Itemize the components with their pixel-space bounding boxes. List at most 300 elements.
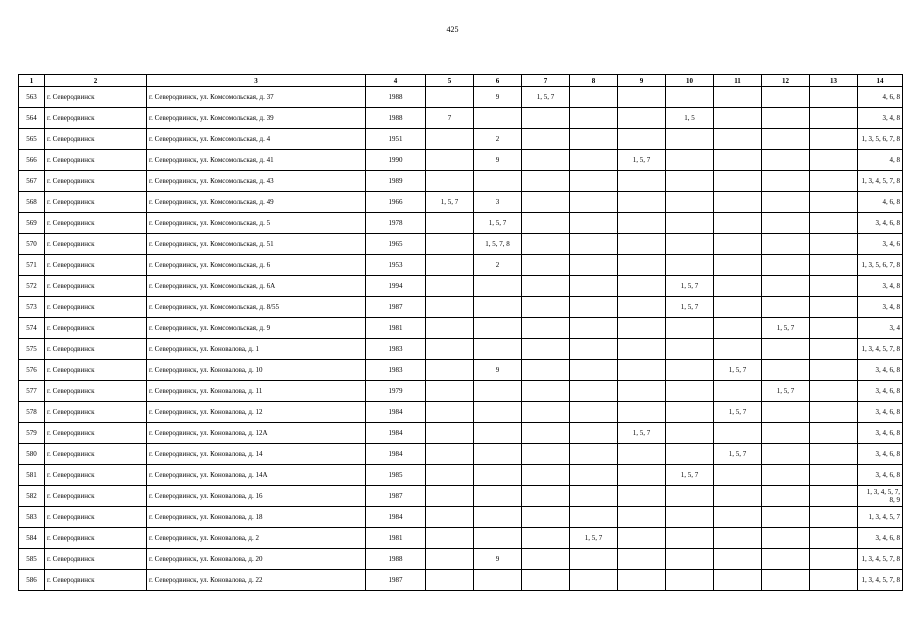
cell-col-8 [570, 339, 618, 360]
cell-address: г. Северодвинск, ул. Комсомольская, д. 37 [147, 87, 366, 108]
cell-col-9 [618, 255, 666, 276]
cell-year: 1994 [366, 276, 426, 297]
cell-col-7 [522, 570, 570, 591]
cell-locality: г. Северодвинск [45, 87, 147, 108]
cell-col-13 [810, 507, 858, 528]
cell-address: г. Северодвинск, ул. Комсомольская, д. 51 [147, 234, 366, 255]
cell-col-11: 1, 5, 7 [714, 444, 762, 465]
cell-col-12 [762, 150, 810, 171]
table-row [19, 213, 903, 234]
cell-col-10: 1, 5, 7 [666, 276, 714, 297]
cell-col-11 [714, 108, 762, 129]
cell-col-14: 3, 4, 8 [858, 297, 903, 318]
cell-row-number: 581 [19, 465, 45, 486]
cell-row-number: 583 [19, 507, 45, 528]
table-row [19, 528, 903, 549]
cell-col-5 [426, 339, 474, 360]
cell-col-9 [618, 318, 666, 339]
cell-col-11 [714, 465, 762, 486]
column-header-4: 4 [366, 75, 426, 87]
cell-col-5 [426, 318, 474, 339]
cell-row-number: 573 [19, 297, 45, 318]
table-row [19, 297, 903, 318]
table-row [19, 108, 903, 129]
cell-year: 1988 [366, 549, 426, 570]
cell-col-14: 1, 3, 5, 6, 7, 8 [858, 255, 903, 276]
cell-year: 1951 [366, 129, 426, 150]
cell-col-14: 3, 4, 6, 8 [858, 381, 903, 402]
cell-col-8 [570, 87, 618, 108]
cell-col-13 [810, 318, 858, 339]
cell-address: г. Северодвинск, ул. Комсомольская, д. 49 [147, 192, 366, 213]
cell-col-13 [810, 360, 858, 381]
cell-col-7 [522, 276, 570, 297]
cell-col-8 [570, 486, 618, 507]
cell-col-5 [426, 360, 474, 381]
cell-col-13 [810, 402, 858, 423]
cell-col-6 [474, 570, 522, 591]
cell-locality: г. Северодвинск [45, 528, 147, 549]
cell-locality: г. Северодвинск [45, 465, 147, 486]
cell-col-6: 2 [474, 129, 522, 150]
cell-col-13 [810, 528, 858, 549]
cell-locality: г. Северодвинск [45, 234, 147, 255]
cell-row-number: 564 [19, 108, 45, 129]
cell-col-6 [474, 465, 522, 486]
cell-col-5 [426, 570, 474, 591]
table-row [19, 276, 903, 297]
cell-col-6: 1, 5, 7 [474, 213, 522, 234]
cell-row-number: 578 [19, 402, 45, 423]
cell-col-13 [810, 549, 858, 570]
cell-col-8 [570, 255, 618, 276]
cell-col-11 [714, 339, 762, 360]
cell-locality: г. Северодвинск [45, 276, 147, 297]
column-header-2: 2 [45, 75, 147, 87]
data-table [18, 74, 903, 591]
cell-col-12 [762, 465, 810, 486]
cell-col-11 [714, 150, 762, 171]
cell-col-7 [522, 402, 570, 423]
cell-col-9 [618, 234, 666, 255]
cell-col-13 [810, 213, 858, 234]
cell-col-9 [618, 444, 666, 465]
cell-col-7 [522, 444, 570, 465]
cell-address: г. Северодвинск, ул. Комсомольская, д. 8/55 [147, 297, 366, 318]
column-header-10: 10 [666, 75, 714, 87]
cell-col-8 [570, 192, 618, 213]
cell-col-10: 1, 5 [666, 108, 714, 129]
cell-col-10 [666, 402, 714, 423]
cell-col-11: 1, 5, 7 [714, 360, 762, 381]
cell-col-10 [666, 87, 714, 108]
cell-row-number: 566 [19, 150, 45, 171]
table-row [19, 129, 903, 150]
cell-col-14: 3, 4, 6, 8 [858, 360, 903, 381]
cell-col-12 [762, 444, 810, 465]
cell-col-11 [714, 381, 762, 402]
cell-locality: г. Северодвинск [45, 423, 147, 444]
cell-year: 1978 [366, 213, 426, 234]
table-row [19, 192, 903, 213]
cell-col-9 [618, 507, 666, 528]
cell-col-9 [618, 192, 666, 213]
cell-col-7 [522, 486, 570, 507]
cell-col-13 [810, 339, 858, 360]
cell-col-11 [714, 486, 762, 507]
cell-col-13 [810, 423, 858, 444]
cell-year: 1987 [366, 486, 426, 507]
cell-col-7 [522, 234, 570, 255]
cell-row-number: 584 [19, 528, 45, 549]
cell-col-8 [570, 318, 618, 339]
cell-col-5 [426, 465, 474, 486]
cell-col-10 [666, 234, 714, 255]
cell-col-8 [570, 108, 618, 129]
cell-locality: г. Северодвинск [45, 570, 147, 591]
cell-col-10 [666, 150, 714, 171]
cell-year: 1984 [366, 444, 426, 465]
cell-year: 1988 [366, 87, 426, 108]
cell-col-13 [810, 129, 858, 150]
cell-col-10: 1, 5, 7 [666, 297, 714, 318]
cell-col-11 [714, 171, 762, 192]
cell-col-6 [474, 402, 522, 423]
cell-col-12 [762, 360, 810, 381]
header-row [19, 75, 903, 87]
cell-col-7 [522, 423, 570, 444]
cell-row-number: 582 [19, 486, 45, 507]
cell-locality: г. Северодвинск [45, 402, 147, 423]
cell-col-7 [522, 318, 570, 339]
cell-col-14: 4, 6, 8 [858, 87, 903, 108]
cell-col-14: 3, 4, 6, 8 [858, 444, 903, 465]
cell-col-5 [426, 444, 474, 465]
cell-year: 1987 [366, 297, 426, 318]
cell-year: 1985 [366, 465, 426, 486]
cell-col-11 [714, 423, 762, 444]
cell-address: г. Северодвинск, ул. Коновалова, д. 2 [147, 528, 366, 549]
cell-col-11 [714, 528, 762, 549]
table-row [19, 570, 903, 591]
table-row [19, 339, 903, 360]
cell-col-6 [474, 318, 522, 339]
column-header-6: 6 [474, 75, 522, 87]
cell-row-number: 585 [19, 549, 45, 570]
cell-locality: г. Северодвинск [45, 129, 147, 150]
cell-col-8 [570, 423, 618, 444]
table-row [19, 444, 903, 465]
cell-row-number: 572 [19, 276, 45, 297]
cell-col-9 [618, 465, 666, 486]
cell-col-14: 3, 4 [858, 318, 903, 339]
cell-col-7 [522, 213, 570, 234]
cell-col-8 [570, 150, 618, 171]
cell-col-11 [714, 297, 762, 318]
cell-col-8 [570, 360, 618, 381]
cell-col-11 [714, 255, 762, 276]
cell-col-10 [666, 507, 714, 528]
cell-col-7 [522, 381, 570, 402]
cell-col-6 [474, 171, 522, 192]
cell-row-number: 563 [19, 87, 45, 108]
cell-col-9 [618, 297, 666, 318]
cell-year: 1990 [366, 150, 426, 171]
cell-address: г. Северодвинск, ул. Комсомольская, д. 5 [147, 213, 366, 234]
cell-col-10 [666, 423, 714, 444]
cell-col-7 [522, 507, 570, 528]
cell-address: г. Северодвинск, ул. Комсомольская, д. 9 [147, 318, 366, 339]
column-header-1: 1 [19, 75, 45, 87]
cell-year: 1984 [366, 507, 426, 528]
cell-address: г. Северодвинск, ул. Коновалова, д. 18 [147, 507, 366, 528]
cell-col-6 [474, 486, 522, 507]
cell-col-12 [762, 255, 810, 276]
cell-col-5 [426, 129, 474, 150]
cell-year: 1981 [366, 318, 426, 339]
table-row [19, 318, 903, 339]
cell-col-5 [426, 549, 474, 570]
cell-col-14: 1, 3, 5, 6, 7, 8 [858, 129, 903, 150]
cell-col-11 [714, 129, 762, 150]
cell-col-8 [570, 213, 618, 234]
cell-col-6: 3 [474, 192, 522, 213]
cell-col-6 [474, 381, 522, 402]
cell-col-5 [426, 87, 474, 108]
column-header-8: 8 [570, 75, 618, 87]
cell-col-9 [618, 570, 666, 591]
cell-address: г. Северодвинск, ул. Коновалова, д. 14А [147, 465, 366, 486]
table-row [19, 360, 903, 381]
cell-locality: г. Северодвинск [45, 339, 147, 360]
cell-year: 1987 [366, 570, 426, 591]
cell-locality: г. Северодвинск [45, 549, 147, 570]
cell-col-7 [522, 192, 570, 213]
cell-col-10 [666, 255, 714, 276]
column-header-13: 13 [810, 75, 858, 87]
cell-row-number: 580 [19, 444, 45, 465]
cell-col-13 [810, 444, 858, 465]
table-row [19, 423, 903, 444]
cell-col-9 [618, 108, 666, 129]
cell-col-11 [714, 570, 762, 591]
cell-col-12 [762, 171, 810, 192]
cell-row-number: 574 [19, 318, 45, 339]
cell-col-14: 3, 4, 6, 8 [858, 465, 903, 486]
cell-col-12 [762, 486, 810, 507]
cell-col-14: 3, 4, 6, 8 [858, 213, 903, 234]
cell-address: г. Северодвинск, ул. Коновалова, д. 14 [147, 444, 366, 465]
cell-row-number: 571 [19, 255, 45, 276]
cell-locality: г. Северодвинск [45, 381, 147, 402]
cell-col-9 [618, 381, 666, 402]
cell-col-7 [522, 129, 570, 150]
cell-address: г. Северодвинск, ул. Коновалова, д. 12А [147, 423, 366, 444]
cell-col-9 [618, 129, 666, 150]
cell-col-12 [762, 276, 810, 297]
cell-col-5 [426, 276, 474, 297]
cell-col-13 [810, 234, 858, 255]
cell-col-7 [522, 297, 570, 318]
cell-col-9 [618, 486, 666, 507]
cell-col-7 [522, 528, 570, 549]
cell-year: 1953 [366, 255, 426, 276]
cell-year: 1989 [366, 171, 426, 192]
cell-col-11 [714, 549, 762, 570]
cell-row-number: 565 [19, 129, 45, 150]
cell-col-10 [666, 339, 714, 360]
cell-col-13 [810, 150, 858, 171]
cell-address: г. Северодвинск, ул. Коновалова, д. 11 [147, 381, 366, 402]
cell-col-11 [714, 213, 762, 234]
cell-year: 1983 [366, 360, 426, 381]
cell-year: 1966 [366, 192, 426, 213]
cell-col-11 [714, 234, 762, 255]
cell-col-13 [810, 570, 858, 591]
cell-col-5: 1, 5, 7 [426, 192, 474, 213]
cell-col-11 [714, 507, 762, 528]
cell-col-11: 1, 5, 7 [714, 402, 762, 423]
cell-col-14: 3, 4, 6, 8 [858, 402, 903, 423]
cell-row-number: 575 [19, 339, 45, 360]
cell-col-12 [762, 402, 810, 423]
cell-col-8 [570, 276, 618, 297]
cell-col-11 [714, 87, 762, 108]
cell-address: г. Северодвинск, ул. Коновалова, д. 20 [147, 549, 366, 570]
cell-col-5 [426, 528, 474, 549]
cell-col-7 [522, 150, 570, 171]
cell-col-10 [666, 171, 714, 192]
cell-col-9 [618, 549, 666, 570]
cell-address: г. Северодвинск, ул. Коновалова, д. 10 [147, 360, 366, 381]
cell-address: г. Северодвинск, ул. Коновалова, д. 12 [147, 402, 366, 423]
cell-col-7 [522, 465, 570, 486]
cell-col-9 [618, 87, 666, 108]
cell-address: г. Северодвинск, ул. Коновалова, д. 22 [147, 570, 366, 591]
cell-row-number: 569 [19, 213, 45, 234]
table-row [19, 465, 903, 486]
cell-col-12 [762, 507, 810, 528]
cell-col-5 [426, 255, 474, 276]
table-row [19, 150, 903, 171]
cell-col-13 [810, 108, 858, 129]
cell-row-number: 576 [19, 360, 45, 381]
cell-col-9 [618, 276, 666, 297]
cell-col-14: 1, 3, 4, 5, 7, 8, 9 [858, 486, 903, 507]
cell-col-5 [426, 402, 474, 423]
cell-col-10 [666, 549, 714, 570]
cell-col-8 [570, 570, 618, 591]
cell-col-6: 9 [474, 360, 522, 381]
cell-year: 1979 [366, 381, 426, 402]
table-row [19, 381, 903, 402]
cell-col-7 [522, 339, 570, 360]
cell-col-13 [810, 192, 858, 213]
cell-locality: г. Северодвинск [45, 255, 147, 276]
cell-locality: г. Северодвинск [45, 486, 147, 507]
cell-col-8 [570, 381, 618, 402]
cell-locality: г. Северодвинск [45, 297, 147, 318]
cell-col-14: 1, 3, 4, 5, 7, 8 [858, 339, 903, 360]
cell-col-5 [426, 234, 474, 255]
cell-col-6: 1, 5, 7, 8 [474, 234, 522, 255]
cell-col-14: 1, 3, 4, 5, 7 [858, 507, 903, 528]
cell-col-11 [714, 318, 762, 339]
cell-col-9 [618, 213, 666, 234]
cell-col-6 [474, 339, 522, 360]
cell-col-12 [762, 549, 810, 570]
cell-col-6 [474, 297, 522, 318]
cell-col-8 [570, 507, 618, 528]
cell-col-11 [714, 276, 762, 297]
cell-locality: г. Северодвинск [45, 171, 147, 192]
cell-locality: г. Северодвинск [45, 213, 147, 234]
cell-col-8 [570, 297, 618, 318]
cell-col-10 [666, 318, 714, 339]
cell-col-6 [474, 108, 522, 129]
cell-col-6 [474, 276, 522, 297]
cell-row-number: 579 [19, 423, 45, 444]
cell-col-10 [666, 213, 714, 234]
cell-col-13 [810, 276, 858, 297]
cell-col-6 [474, 444, 522, 465]
cell-year: 1981 [366, 528, 426, 549]
cell-col-8: 1, 5, 7 [570, 528, 618, 549]
cell-col-6: 9 [474, 87, 522, 108]
cell-col-5 [426, 381, 474, 402]
cell-col-12 [762, 297, 810, 318]
cell-col-8 [570, 171, 618, 192]
cell-col-10 [666, 444, 714, 465]
cell-locality: г. Северодвинск [45, 192, 147, 213]
cell-col-5 [426, 297, 474, 318]
cell-col-5 [426, 150, 474, 171]
cell-col-9 [618, 360, 666, 381]
cell-col-10 [666, 360, 714, 381]
cell-locality: г. Северодвинск [45, 444, 147, 465]
cell-col-14: 3, 4, 6, 8 [858, 528, 903, 549]
cell-address: г. Северодвинск, ул. Комсомольская, д. 41 [147, 150, 366, 171]
page-number: 425 [446, 25, 459, 34]
cell-col-12: 1, 5, 7 [762, 318, 810, 339]
cell-row-number: 568 [19, 192, 45, 213]
cell-col-12 [762, 129, 810, 150]
cell-col-11 [714, 192, 762, 213]
column-header-5: 5 [426, 75, 474, 87]
cell-col-9 [618, 402, 666, 423]
cell-col-7 [522, 360, 570, 381]
cell-col-14: 3, 4, 8 [858, 108, 903, 129]
cell-col-12 [762, 570, 810, 591]
column-header-3: 3 [147, 75, 366, 87]
cell-col-12 [762, 213, 810, 234]
cell-col-5 [426, 486, 474, 507]
cell-locality: г. Северодвинск [45, 150, 147, 171]
cell-col-13 [810, 297, 858, 318]
cell-col-12 [762, 108, 810, 129]
cell-row-number: 570 [19, 234, 45, 255]
cell-row-number: 586 [19, 570, 45, 591]
cell-col-12 [762, 87, 810, 108]
cell-col-6: 9 [474, 549, 522, 570]
table-row [19, 549, 903, 570]
cell-address: г. Северодвинск, ул. Комсомольская, д. 43 [147, 171, 366, 192]
cell-col-10 [666, 129, 714, 150]
cell-col-10 [666, 486, 714, 507]
cell-locality: г. Северодвинск [45, 360, 147, 381]
table-row [19, 171, 903, 192]
cell-col-5 [426, 423, 474, 444]
